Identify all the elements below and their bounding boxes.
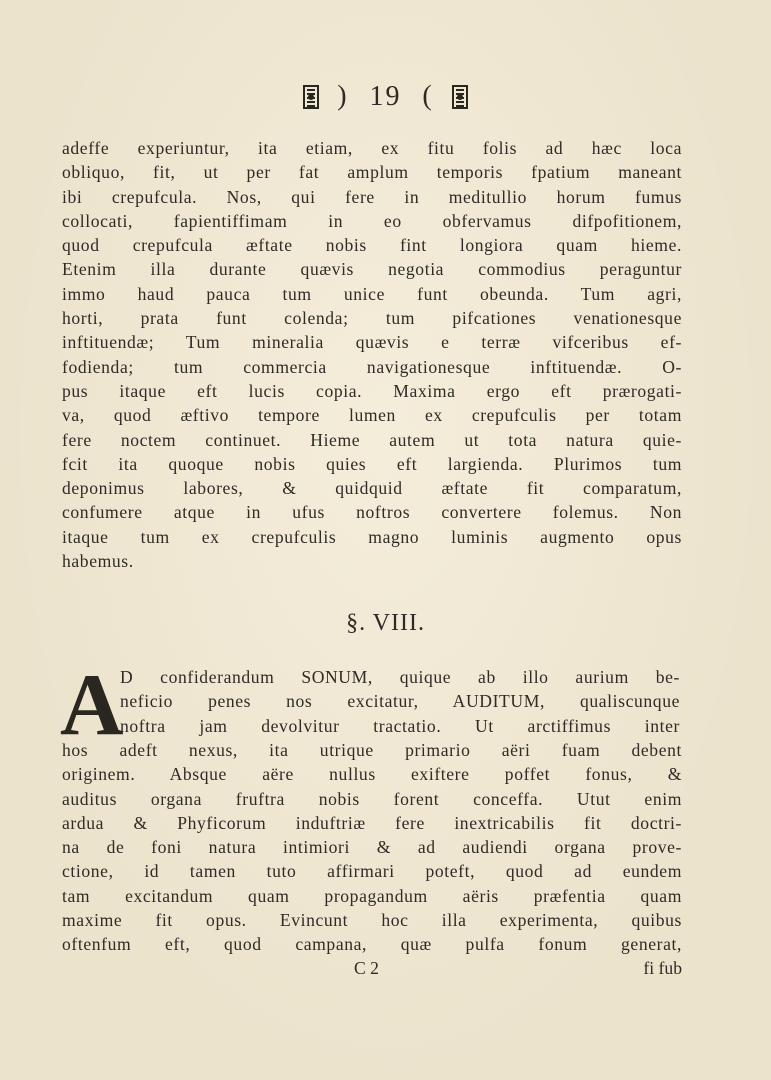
- text-line: quod crepufcula æftate nobis fint longiora quam hieme.: [62, 235, 682, 256]
- text-line: maxime fit opus. Evincunt hoc illa experimenta, quibus: [62, 910, 682, 931]
- signature-mark: C 2: [354, 958, 379, 978]
- text-line: neficio penes nos excitatur, AUDITUM, qualiscunque: [120, 691, 680, 712]
- text-line: collocati, fapientiffimam in eo obfervamus difpofitionem,: [62, 210, 682, 231]
- text-line: obliquo, fit, ut per fat amplum temporis fpatium maneant: [62, 162, 682, 183]
- paragraph-2-opening: [120, 665, 680, 738]
- text-line: tam excitandum quam propagandum aëris præfentia quam: [62, 885, 682, 906]
- text-line: originem. Absque aëre nullus exiftere poffet fonus, &: [62, 764, 682, 785]
- text-line: hos adeft nexus, ita utrique primario aëri fuam debent: [62, 740, 682, 760]
- text-line: ardua & Phyficorum induftriæ fere inextricabilis fit doctri-: [62, 812, 682, 833]
- text-line: D confiderandum SONUM, quique ab illo aurium be-: [120, 667, 680, 687]
- text-line: confumere atque in ufus noftros convertere folemus. Non: [62, 502, 682, 523]
- text-line: immo haud pauca tum unice funt obeunda. Tum agri,: [62, 283, 682, 304]
- ornament-right-icon: [451, 84, 469, 110]
- page-footer: [62, 958, 682, 986]
- ornament-left-icon: [302, 84, 320, 110]
- text-line: ctione, id tamen tuto affirmari poteft, quod ad eundem: [62, 861, 682, 882]
- text-line: adeffe experiuntur, ita etiam, ex fitu folis ad hæc loca: [62, 138, 682, 158]
- text-line: Etenim illa durante quævis negotia commodius peraguntur: [62, 259, 682, 280]
- left-bracket: ): [337, 80, 349, 112]
- catchword: fi fub: [643, 958, 682, 978]
- paragraph-1: [62, 136, 682, 573]
- text-line: va, quod æftivo tempore lumen ex crepufculis per totam: [62, 405, 682, 426]
- text-line: itaque tum ex crepufculis magno luminis augmento opus: [62, 526, 682, 547]
- page-number: 19: [369, 80, 402, 112]
- text-line: na de foni natura intimiori & ad audiendi organa prove-: [62, 837, 682, 858]
- text-line: horti, prata funt colenda; tum pifcationes venationesque: [62, 308, 682, 329]
- text-line: fodienda; tum commercia navigationesque inftituendæ. O-: [62, 356, 682, 377]
- text-line: ibi crepufcula. Nos, qui fere in meditullio horum fumus: [62, 186, 682, 207]
- drop-cap: A: [60, 657, 124, 754]
- text-line: noftra jam devolvitur tractatio. Ut arctiffimus inter: [120, 715, 680, 736]
- text-line: oftenfum eft, quod campana, quæ pulfa fonum generat,: [62, 934, 682, 955]
- running-head: [0, 78, 771, 113]
- text-line: fere noctem continuet. Hieme autem ut tota natura quie-: [62, 429, 682, 450]
- right-bracket: (: [422, 80, 434, 112]
- text-line: deponimus labores, & quidquid æftate fit comparatum,: [62, 478, 682, 499]
- section-heading: §. VIII.: [346, 610, 425, 636]
- text-line: habemus.: [62, 551, 134, 572]
- text-line: fcit ita quoque nobis quies eft largienda. Plurimos tum: [62, 453, 682, 474]
- paragraph-2: [62, 738, 682, 957]
- text-line: inftituendæ; Tum mineralia quævis e terræ vifceribus ef-: [62, 332, 682, 353]
- text-line: auditus organa fruftra nobis forent conceffa. Utut enim: [62, 788, 682, 809]
- text-line: pus itaque eft lucis copia. Maxima ergo eft prærogati-: [62, 380, 682, 401]
